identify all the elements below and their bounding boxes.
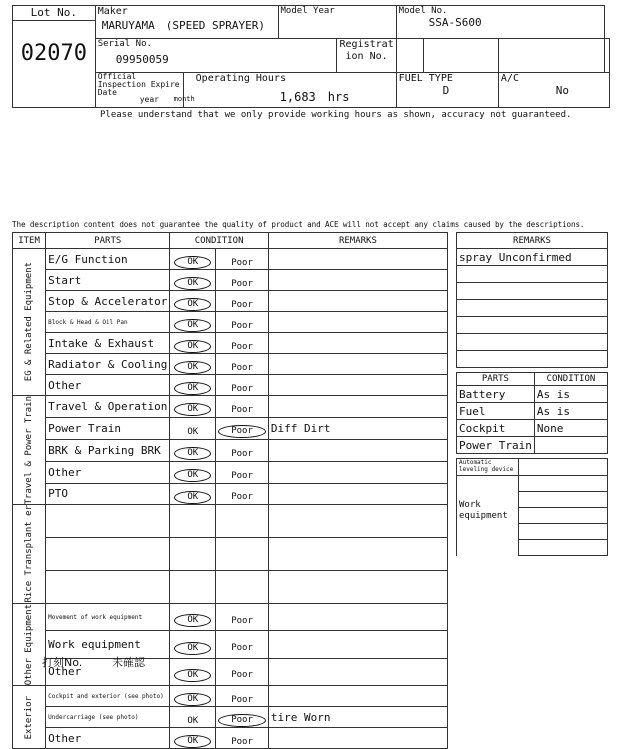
serial-value: 09950059 [115,53,169,66]
condition-ok-cell [170,728,216,749]
remark-cell [268,439,447,461]
part-label: Other [48,465,82,479]
registration-box-2 [424,39,498,73]
right-parts-header: PARTS [457,373,535,386]
condition-ok-mark: OK [174,277,211,290]
table-row [13,505,448,538]
disclaimer: The description content does not guarantee the quality of product and ACE will not accept any claims caused by the descriptions. [12,220,585,229]
category-cell [13,249,46,396]
part-cell [46,417,170,439]
condition-ok-mark: OK [187,426,199,437]
condition-ok-mark: OK [174,447,211,460]
part-label: Cockpit and exterior (see photo) [48,692,164,700]
part-cell [46,439,170,461]
condition-ok-cell [170,505,216,538]
table-row [13,417,448,439]
part-label: BRK & Parking BRK [48,443,161,457]
condition-ok-cell [170,571,216,604]
part-label: Movement of work equipment [48,613,143,621]
part-cell [46,270,170,291]
right-remarks-header: REMARKS [457,233,608,249]
condition-poor-mark: Poor [231,362,253,373]
right-parts-table [456,372,608,454]
part-cell [46,728,170,749]
table-row [13,375,448,396]
right-part-name: Fuel [457,403,535,420]
remark-cell [268,333,447,354]
remarks-header: REMARKS [268,233,447,249]
condition-ok-cell [170,270,216,291]
model-year-cell [278,6,396,39]
remark-cell [268,658,447,685]
registration-box-1 [396,39,424,73]
condition-poor-mark: Poor [231,470,253,481]
part-label: Block & Head & Oil Pan [48,318,128,326]
right-remark-row [457,317,608,334]
remark-cell [268,270,447,291]
part-cell [46,538,170,571]
condition-ok-cell [170,461,216,483]
part-label: Radiator & Cooling [48,357,168,371]
remark-cell [268,483,447,505]
condition-poor-mark: Poor [231,278,253,289]
remark-cell [268,354,447,375]
table-row [13,728,448,749]
part-cell [46,461,170,483]
aux-value-5 [518,540,607,556]
condition-poor-mark: Poor [231,299,253,310]
part-cell [46,291,170,312]
condition-ok-mark: OK [187,715,199,726]
hours-note: Please understand that we only provide working hours as shown, accuracy not guaranteed. [100,110,572,120]
lot-label: Lot No. [13,6,95,21]
condition-poor-cell [216,461,269,483]
condition-ok-mark: OK [174,693,211,706]
part-label: Other [48,378,82,392]
part-cell [46,354,170,375]
part-label: Start [48,273,82,287]
right-remark-row: spray Unconfirmed [457,249,608,266]
fuel-label: FUEL TYPE [398,73,453,84]
maker-cell [95,6,278,39]
part-label: PTO [48,487,69,501]
condition-poor-mark: Poor [231,383,253,394]
lot-number: 02070 [20,41,87,66]
fuel-value: D [442,84,450,97]
condition-poor-mark: Poor [231,448,253,459]
category-label: Exterior [24,695,35,739]
table-row [13,312,448,333]
condition-poor-cell [216,417,269,439]
remark-cell [268,728,447,749]
condition-poor-cell [216,686,269,707]
stamp-value: 未確認 [112,656,145,669]
remark-cell [268,538,447,571]
condition-poor-cell [216,571,269,604]
condition-ok-mark: OK [174,340,211,353]
table-row [13,538,448,571]
condition-ok-cell [170,631,216,658]
condition-ok-cell [170,439,216,461]
category-label: Travel & Power Train [24,396,35,505]
serial-label: Serial No. [97,39,152,49]
remark-cell [268,505,447,538]
condition-poor-mark: Poor [231,257,253,268]
right-part-condition: None [534,420,607,437]
work-equipment-label: Work equipment [459,499,508,521]
part-cell [46,707,170,728]
model-year-label: Model Year [280,6,335,16]
part-cell [46,571,170,604]
table-row [13,461,448,483]
remark-cell: Diff Dirt [268,417,447,439]
right-part-name: Battery [457,386,535,403]
right-remarks-table [456,232,608,368]
remark-cell [268,312,447,333]
inspection-cell [95,73,183,108]
condition-poor-mark: Poor [231,670,253,681]
aux-value-1 [518,476,607,492]
condition-poor-cell [216,375,269,396]
hours-label: Operating Hours [195,73,286,84]
aux-value-3 [518,508,607,524]
right-condition-header: CONDITION [534,373,607,386]
remark-cell [268,249,447,270]
condition-poor-mark: Poor [231,694,253,705]
part-cell [46,505,170,538]
condition-poor-mark: Poor [231,404,253,415]
year-label: year [139,95,159,104]
part-label: Stop & Accelerator [48,294,168,308]
part-cell [46,249,170,270]
table-row [13,291,448,312]
maker-label: Maker [97,6,128,17]
condition-ok-cell [170,603,216,630]
inspection-label: Official Inspection Expire Date [97,72,180,97]
condition-ok-cell [170,312,216,333]
remark-cell: tire Worn [268,707,447,728]
condition-ok-cell [170,396,216,418]
vehicle-info-table [12,5,610,108]
condition-poor-cell [216,603,269,630]
condition-table [12,232,448,749]
condition-ok-mark: OK [174,669,211,682]
table-row [13,249,448,270]
category-cell [13,396,46,505]
part-label: Travel & Operation [48,399,168,413]
category-cell [13,686,46,749]
condition-poor-cell [216,707,269,728]
month-label: month [173,95,195,103]
condition-ok-cell [170,483,216,505]
condition-poor-cell [216,291,269,312]
remark-cell [268,603,447,630]
condition-ok-cell [170,538,216,571]
part-label: Undercarriage (see photo) [48,713,139,721]
condition-poor-cell [216,249,269,270]
condition-ok-mark: OK [174,382,211,395]
table-row [13,571,448,604]
condition-poor-mark: Poor [218,714,266,727]
condition-ok-mark: OK [174,298,211,311]
condition-ok-cell [170,291,216,312]
maker-value: MARUYAMA (SPEED SPRAYER) [101,19,266,32]
condition-poor-cell [216,505,269,538]
part-label: Intake & Exhaust [48,336,155,350]
condition-ok-cell [170,333,216,354]
part-cell [46,333,170,354]
right-remark-row [457,300,608,317]
condition-poor-cell [216,270,269,291]
category-cell [13,603,46,685]
part-cell [46,686,170,707]
condition-poor-cell [216,439,269,461]
remark-cell [268,375,447,396]
item-header: ITEM [13,233,46,249]
registration-box-4 [605,39,610,73]
ac-value: No [555,84,569,97]
part-cell [46,375,170,396]
category-label: Rice Transplant er [24,505,35,603]
condition-ok-cell [170,707,216,728]
part-cell [46,483,170,505]
right-part-condition [534,437,607,454]
condition-ok-mark: OK [174,735,211,748]
condition-poor-mark: Poor [231,341,253,352]
condition-ok-cell [170,417,216,439]
condition-poor-cell [216,312,269,333]
table-row [13,439,448,461]
part-label: E/G Function [48,252,128,266]
lot-cell [13,6,96,108]
condition-ok-cell [170,375,216,396]
registration-box-3 [498,39,604,73]
part-label: Power Train [48,421,121,435]
table-row [13,603,448,630]
part-label: Work equipment [48,638,141,652]
right-part-name: Cockpit [457,420,535,437]
condition-ok-cell [170,249,216,270]
condition-header: CONDITION [170,233,269,249]
table-row [13,707,448,728]
condition-poor-cell [216,354,269,375]
fuel-cell [396,73,498,108]
serial-cell [95,39,337,73]
category-cell [13,505,46,604]
condition-ok-cell [170,658,216,685]
right-part-name: Power Train [457,437,535,454]
part-cell [46,396,170,418]
parts-header: PARTS [46,233,170,249]
condition-ok-mark: OK [174,614,211,627]
remark-cell [268,686,447,707]
table-row [13,270,448,291]
right-part-condition: As is [534,403,607,420]
aux-value-2 [518,492,607,508]
table-row [13,483,448,505]
model-no-cell [396,6,604,39]
table-row [13,686,448,707]
table-row [13,396,448,418]
condition-poor-mark: Poor [231,643,253,654]
right-part-condition: As is [534,386,607,403]
right-remark-row [457,266,608,283]
ac-label: A/C [500,73,519,84]
aux-value-4 [518,524,607,540]
remark-cell [268,291,447,312]
right-remark-row [457,351,608,368]
table-row [13,354,448,375]
auto-leveling-value [518,459,607,476]
condition-poor-cell [216,728,269,749]
condition-poor-mark: Poor [231,736,253,747]
condition-ok-cell [170,354,216,375]
model-no-label: Model No. [398,6,448,16]
condition-ok-mark: OK [174,403,211,416]
registration-label: Registrat ion No. [337,39,396,73]
condition-ok-mark: OK [174,361,211,374]
condition-poor-cell [216,631,269,658]
remark-cell [268,461,447,483]
condition-poor-cell [216,538,269,571]
condition-poor-cell [216,658,269,685]
right-remark-row [457,283,608,300]
part-cell [46,312,170,333]
condition-poor-mark: Poor [231,492,253,503]
model-no-value: SSA-S600 [428,16,482,29]
ac-cell [498,73,609,108]
part-cell [46,603,170,630]
part-label: Other [48,731,82,745]
work-equipment-cell [457,476,519,556]
hours-value: 1,683 hrs [279,90,350,104]
condition-ok-mark: OK [174,491,211,504]
condition-ok-mark: OK [174,469,211,482]
stamp-label: 打刻No. [42,656,83,669]
condition-ok-mark: OK [174,642,211,655]
condition-poor-cell [216,483,269,505]
condition-ok-mark: OK [174,256,211,269]
category-label: EG & Related Equipment [24,262,35,382]
auto-leveling-label: Automatic leveling device [457,459,519,476]
table-row [13,333,448,354]
part-label: Other [48,665,82,679]
condition-ok-mark: OK [174,319,211,332]
remark-cell [268,571,447,604]
condition-poor-mark: Poor [231,615,253,626]
category-label: Other Equipment [24,603,35,686]
condition-poor-mark: Poor [218,425,266,438]
condition-ok-cell [170,686,216,707]
right-remark-row [457,334,608,351]
condition-poor-cell [216,396,269,418]
condition-poor-mark: Poor [231,320,253,331]
remark-cell [268,396,447,418]
hours-cell [173,73,396,108]
remark-cell [268,631,447,658]
condition-poor-cell [216,333,269,354]
right-aux-table [456,458,608,556]
